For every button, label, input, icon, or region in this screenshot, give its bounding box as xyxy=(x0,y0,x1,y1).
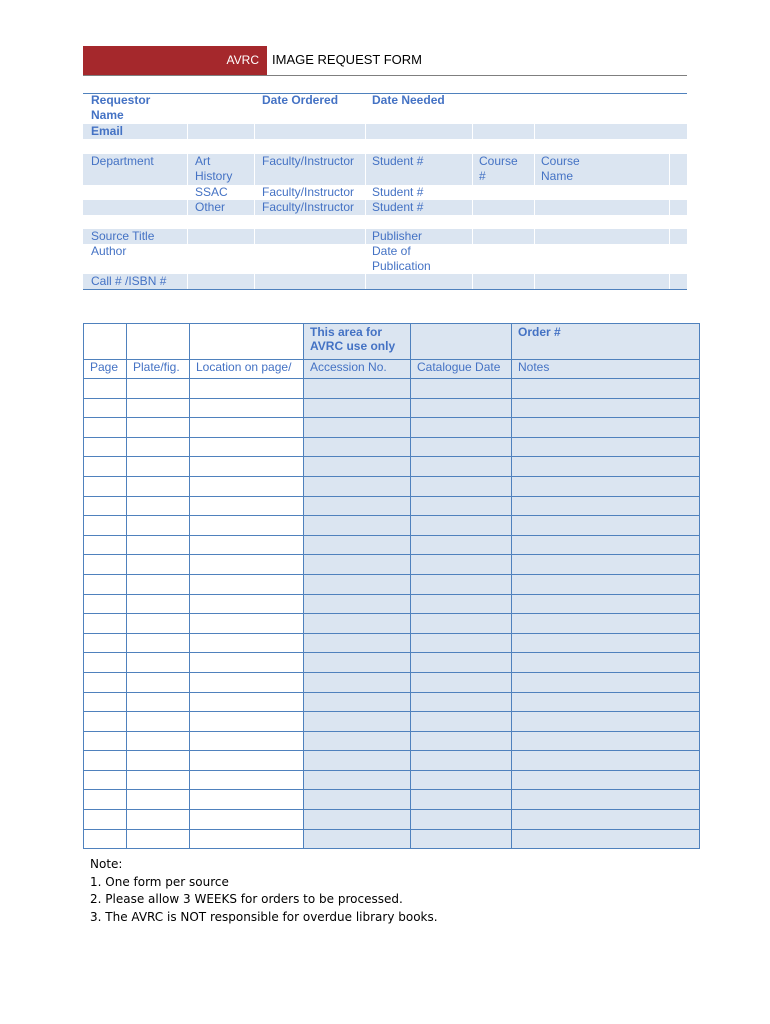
table-entry-cell[interactable] xyxy=(512,770,700,790)
table-row xyxy=(84,790,700,810)
table-entry-cell[interactable] xyxy=(190,829,304,849)
date-of-publication-label: Date of Publication xyxy=(372,244,431,273)
date-needed-label: Date Needed xyxy=(372,93,445,107)
info-spacer xyxy=(83,139,687,154)
table-entry-cell[interactable] xyxy=(127,594,190,614)
table-row xyxy=(84,672,700,692)
table-entry-cell[interactable] xyxy=(411,418,512,438)
org-label: AVRC xyxy=(226,53,259,67)
table-entry-cell[interactable] xyxy=(512,692,700,712)
table-entry-cell[interactable] xyxy=(190,535,304,555)
table-row xyxy=(84,398,700,418)
table-row xyxy=(84,555,700,575)
table-entry-cell[interactable] xyxy=(512,633,700,653)
table-entry-cell[interactable] xyxy=(304,574,411,594)
table-entry-cell[interactable] xyxy=(127,555,190,575)
table-row xyxy=(84,379,700,399)
info-row-email xyxy=(83,124,687,139)
table-entry-cell[interactable] xyxy=(411,692,512,712)
table-entry-cell[interactable] xyxy=(512,594,700,614)
dept-option-art-history: Art History xyxy=(195,154,233,183)
table-row xyxy=(84,496,700,516)
table-entry-cell[interactable] xyxy=(84,653,127,673)
column-header-notes: Notes xyxy=(512,360,700,379)
table-entry-cell[interactable] xyxy=(84,614,127,634)
table-entry-cell[interactable] xyxy=(127,770,190,790)
table-entry-cell[interactable] xyxy=(84,437,127,457)
table-entry-cell[interactable] xyxy=(411,516,512,536)
table-row xyxy=(84,633,700,653)
table-entry-cell[interactable] xyxy=(127,653,190,673)
info-row-requestor xyxy=(83,93,687,124)
table-entry-cell[interactable] xyxy=(84,379,127,399)
order-no-label: Order # xyxy=(512,324,700,360)
table-row xyxy=(84,516,700,536)
table-entry-cell[interactable] xyxy=(190,594,304,614)
table-entry-cell[interactable] xyxy=(127,751,190,771)
column-header-plate-fig: Plate/fig. xyxy=(127,360,190,379)
table-entry-cell[interactable] xyxy=(127,476,190,496)
blank-header-cell xyxy=(84,324,127,360)
notes-heading: Note: xyxy=(90,857,123,871)
table-entry-cell[interactable] xyxy=(411,672,512,692)
table-entry-cell[interactable] xyxy=(84,476,127,496)
table-entry-cell[interactable] xyxy=(304,672,411,692)
table-entry-cell[interactable] xyxy=(190,398,304,418)
table-entry-cell[interactable] xyxy=(127,731,190,751)
date-ordered-label: Date Ordered xyxy=(262,93,339,107)
table-entry-cell[interactable] xyxy=(84,398,127,418)
table-entry-cell[interactable] xyxy=(512,496,700,516)
blank-header-cell xyxy=(190,324,304,360)
table-entry-cell[interactable] xyxy=(190,633,304,653)
blank-header-cell xyxy=(411,324,512,360)
author-label: Author xyxy=(91,244,127,258)
faculty-instructor-label: Faculty/Instructor xyxy=(262,154,355,168)
table-entry-cell[interactable] xyxy=(84,712,127,732)
table-entry-cell[interactable] xyxy=(411,829,512,849)
table-entry-cell[interactable] xyxy=(84,751,127,771)
table-entry-cell[interactable] xyxy=(127,829,190,849)
info-row-source-title xyxy=(83,229,687,244)
avrc-area-label: This area for AVRC use only xyxy=(304,324,411,360)
table-row xyxy=(84,692,700,712)
table-entry-cell[interactable] xyxy=(512,379,700,399)
table-entry-cell[interactable] xyxy=(84,418,127,438)
table-entry-cell[interactable] xyxy=(84,516,127,536)
info-spacer xyxy=(83,215,687,229)
email-label: Email xyxy=(91,124,124,138)
table-entry-cell[interactable] xyxy=(512,574,700,594)
table-entry-cell[interactable] xyxy=(127,672,190,692)
table-row xyxy=(84,731,700,751)
table-entry-cell[interactable] xyxy=(84,810,127,830)
faculty-instructor-label: Faculty/Instructor xyxy=(262,200,355,214)
table-entry-cell[interactable] xyxy=(127,496,190,516)
table-entry-cell[interactable] xyxy=(190,751,304,771)
table-entry-cell[interactable] xyxy=(127,418,190,438)
table-row xyxy=(84,535,700,555)
table-entry-cell[interactable] xyxy=(84,555,127,575)
table-row xyxy=(84,594,700,614)
table-entry-cell[interactable] xyxy=(512,672,700,692)
table-entry-cell[interactable] xyxy=(84,457,127,477)
table-entry-cell[interactable] xyxy=(304,653,411,673)
table-entry-cell[interactable] xyxy=(190,476,304,496)
table-entry-cell[interactable] xyxy=(84,692,127,712)
table-entry-cell[interactable] xyxy=(84,790,127,810)
table-entry-cell[interactable] xyxy=(411,751,512,771)
table-entry-cell[interactable] xyxy=(190,672,304,692)
table-entry-cell[interactable] xyxy=(304,751,411,771)
table-entry-cell[interactable] xyxy=(304,594,411,614)
table-entry-cell[interactable] xyxy=(512,476,700,496)
table-entry-cell[interactable] xyxy=(304,457,411,477)
table-entry-cell[interactable] xyxy=(190,496,304,516)
table-entry-cell[interactable] xyxy=(190,555,304,575)
table-entry-cell[interactable] xyxy=(304,810,411,830)
department-label: Department xyxy=(91,154,154,168)
column-header-location: Location on page/ xyxy=(190,360,304,379)
publisher-label: Publisher xyxy=(372,229,423,243)
table-entry-cell[interactable] xyxy=(304,712,411,732)
table-row xyxy=(84,810,700,830)
info-row-author xyxy=(83,244,687,274)
table-entry-cell[interactable] xyxy=(190,770,304,790)
table-entry-cell[interactable] xyxy=(304,496,411,516)
table-entry-cell[interactable] xyxy=(127,457,190,477)
table-entry-cell[interactable] xyxy=(190,692,304,712)
table-entry-cell[interactable] xyxy=(304,535,411,555)
table-entry-cell[interactable] xyxy=(512,790,700,810)
table-entry-cell[interactable] xyxy=(512,418,700,438)
table-entry-cell[interactable] xyxy=(304,692,411,712)
notes-section xyxy=(90,856,438,926)
table-entry-cell[interactable] xyxy=(84,535,127,555)
call-isbn-label: Call # /ISBN # xyxy=(91,274,167,288)
table-entry-cell[interactable] xyxy=(190,653,304,673)
note-item: 3. The AVRC is NOT responsible for overdue library books. xyxy=(90,909,438,924)
table-entry-cell[interactable] xyxy=(190,418,304,438)
table-entry-cell[interactable] xyxy=(127,398,190,418)
table-entry-cell[interactable] xyxy=(411,633,512,653)
table-entry-cell[interactable] xyxy=(411,712,512,732)
table-entry-cell[interactable] xyxy=(127,633,190,653)
table-entry-cell[interactable] xyxy=(411,476,512,496)
info-bottom-rule xyxy=(83,289,687,290)
table-entry-cell[interactable] xyxy=(84,633,127,653)
table-entry-cell[interactable] xyxy=(84,574,127,594)
table-entry-cell[interactable] xyxy=(512,712,700,732)
table-entry-cell[interactable] xyxy=(304,770,411,790)
student-no-label: Student # xyxy=(372,185,424,199)
table-entry-cell[interactable] xyxy=(512,457,700,477)
table-entry-cell[interactable] xyxy=(411,770,512,790)
table-entry-cell[interactable] xyxy=(512,751,700,771)
info-row-department xyxy=(83,154,687,185)
table-entry-cell[interactable] xyxy=(411,810,512,830)
table-row xyxy=(84,614,700,634)
student-no-label: Student # xyxy=(372,200,424,214)
note-item: 2. Please allow 3 WEEKS for orders to be processed. xyxy=(90,892,403,906)
table-entry-cell[interactable] xyxy=(304,633,411,653)
table-entry-cell[interactable] xyxy=(411,790,512,810)
table-row xyxy=(84,457,700,477)
table-row xyxy=(84,751,700,771)
table-entry-cell[interactable] xyxy=(190,574,304,594)
requestor-name-label: Requestor Name xyxy=(91,93,151,122)
table-entry-cell[interactable] xyxy=(84,770,127,790)
table-row xyxy=(84,712,700,732)
table-entry-cell[interactable] xyxy=(304,398,411,418)
info-row-call-isbn xyxy=(83,274,687,289)
table-entry-cell[interactable] xyxy=(84,672,127,692)
table-entry-cell[interactable] xyxy=(304,614,411,634)
table-entry-cell[interactable] xyxy=(304,731,411,751)
table-entry-cell[interactable] xyxy=(512,535,700,555)
dept-option-ssac: SSAC xyxy=(195,185,228,199)
table-entry-cell[interactable] xyxy=(304,555,411,575)
table-entry-cell[interactable] xyxy=(304,418,411,438)
table-entry-cell[interactable] xyxy=(411,437,512,457)
table-entry-cell[interactable] xyxy=(190,712,304,732)
table-entry-cell[interactable] xyxy=(190,790,304,810)
form-title: IMAGE REQUEST FORM xyxy=(272,52,422,67)
table-entry-cell[interactable] xyxy=(304,379,411,399)
table-entry-cell[interactable] xyxy=(127,712,190,732)
faculty-instructor-label: Faculty/Instructor xyxy=(262,185,355,199)
table-entry-cell[interactable] xyxy=(512,398,700,418)
table-entry-cell[interactable] xyxy=(190,457,304,477)
table-entry-cell[interactable] xyxy=(411,379,512,399)
table-row xyxy=(84,829,700,849)
dept-option-other: Other xyxy=(195,200,226,214)
table-entry-cell[interactable] xyxy=(127,810,190,830)
form-header xyxy=(83,46,687,76)
table-header-top-row xyxy=(84,324,700,360)
table-entry-cell[interactable] xyxy=(127,379,190,399)
table-entry-cell[interactable] xyxy=(190,379,304,399)
table-entry-cell[interactable] xyxy=(411,731,512,751)
requestor-info-section xyxy=(83,93,687,289)
table-entry-cell[interactable] xyxy=(84,731,127,751)
table-entry-cell[interactable] xyxy=(411,574,512,594)
table-entry-cell[interactable] xyxy=(304,516,411,536)
table-entry-cell[interactable] xyxy=(512,731,700,751)
table-entry-cell[interactable] xyxy=(190,810,304,830)
table-row xyxy=(84,770,700,790)
table-entry-cell[interactable] xyxy=(304,829,411,849)
table-entry-cell[interactable] xyxy=(411,555,512,575)
table-entry-cell[interactable] xyxy=(127,692,190,712)
info-row-ssac xyxy=(83,185,687,200)
table-entry-cell[interactable] xyxy=(411,535,512,555)
table-entry-cell[interactable] xyxy=(411,496,512,516)
table-entry-cell[interactable] xyxy=(84,594,127,614)
table-entry-cell[interactable] xyxy=(84,829,127,849)
info-row-other xyxy=(83,200,687,215)
note-item: 1. One form per source xyxy=(90,874,229,889)
table-entry-cell[interactable] xyxy=(512,614,700,634)
table-row xyxy=(84,653,700,673)
table-entry-cell[interactable] xyxy=(512,516,700,536)
source-title-label: Source Title xyxy=(91,229,155,243)
table-entry-cell[interactable] xyxy=(190,516,304,536)
table-column-header-row xyxy=(84,360,700,379)
table-entry-cell[interactable] xyxy=(127,574,190,594)
table-entry-cell[interactable] xyxy=(411,614,512,634)
table-row xyxy=(84,574,700,594)
table-entry-cell[interactable] xyxy=(411,594,512,614)
table-entry-cell[interactable] xyxy=(512,810,700,830)
table-entry-cell[interactable] xyxy=(84,496,127,516)
table-entry-cell[interactable] xyxy=(190,437,304,457)
table-row xyxy=(84,476,700,496)
table-entry-cell[interactable] xyxy=(411,653,512,673)
column-header-catalogue-date: Catalogue Date xyxy=(411,360,512,379)
table-entry-cell[interactable] xyxy=(512,829,700,849)
table-entry-cell[interactable] xyxy=(304,476,411,496)
column-header-page: Page xyxy=(84,360,127,379)
table-entry-cell[interactable] xyxy=(127,535,190,555)
header-band xyxy=(83,46,267,75)
table-row xyxy=(84,437,700,457)
table-row xyxy=(84,418,700,438)
table-entry-cell[interactable] xyxy=(411,398,512,418)
table-entry-cell[interactable] xyxy=(304,437,411,457)
course-no-label: Course # xyxy=(479,154,518,183)
table-entry-cell[interactable] xyxy=(127,790,190,810)
table-entry-cell[interactable] xyxy=(127,437,190,457)
table-entry-cell[interactable] xyxy=(512,555,700,575)
image-request-table xyxy=(83,323,700,849)
table-entry-cell[interactable] xyxy=(127,516,190,536)
table-entry-cell[interactable] xyxy=(127,614,190,634)
table-entry-cell[interactable] xyxy=(304,790,411,810)
table-entry-cell[interactable] xyxy=(411,457,512,477)
table-entry-cell[interactable] xyxy=(190,731,304,751)
student-no-label: Student # xyxy=(372,154,424,168)
table-entry-cell[interactable] xyxy=(512,437,700,457)
table-entry-cell[interactable] xyxy=(512,653,700,673)
blank-header-cell xyxy=(127,324,190,360)
table-entry-cell[interactable] xyxy=(190,614,304,634)
course-name-label: Course Name xyxy=(541,154,580,183)
column-header-accession: Accession No. xyxy=(304,360,411,379)
